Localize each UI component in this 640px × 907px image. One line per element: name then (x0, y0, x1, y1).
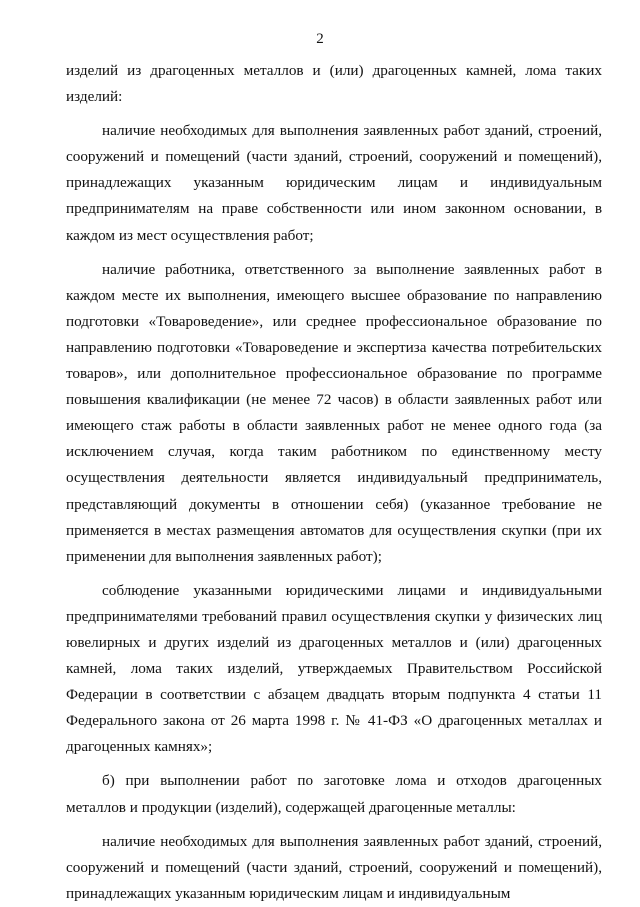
paragraph-premises: наличие необходимых для выполнения заявленных работ зданий, строений, сооружений и помещений (части зданий, строений, сооружений и помещений), принадлежащих указанным юридическим лицам и индивидуальным предпринимателям на праве собственности или ином законном основании, в каждом из мест осуществления работ; (66, 122, 602, 244)
page-number: 2 (316, 31, 324, 47)
document-body (66, 58, 602, 907)
paragraph-item-b: б) при выполнении работ по заготовке лома и отходов драгоценных металлов и продукции (изделий), содержащей драгоценные металлы: (66, 772, 602, 816)
paragraph-continuation: изделий из драгоценных металлов и (или) драгоценных камней, лома таких изделий: (66, 62, 602, 106)
paragraph-purchase-rules: соблюдение указанными юридическими лицами и индивидуальными предпринимателями требований правил осуществления скупки у физических лиц ювелирных и других изделий из драгоценных металлов и (или) драгоценных камней, лома таких изделий, утверждаемых Правительством Российской Федерации в соответствии с абзацем двадцать вторым подпункта 4 статьи 11 Федерального закона от 26 марта 1998 г. № 41-ФЗ «О драгоценных металлах и драгоценных камнях»; (66, 581, 602, 756)
paragraph-responsible-employee: наличие работника, ответственного за выполнение заявленных работ в каждом месте их выполнения, имеющего высшее образование по направлению подготовки «Товароведение», или среднее профессиональное образование по направлению подготовки «Товароведение и экспертиза качества потребительских товаров», или дополнительное профессиональное образование по программе повышения квалификации (не менее 72 часов) в области заявленных работ или имеющего стаж работы в области заявленных работ не менее одного года (за исключением случая, когда таким работником по единственному месту осуществления деятельности является индивидуальный предприниматель, представляющий документы в отношении себя) (указанное требование не применяется в местах размещения автоматов для осуществления скупки (при их применении для выполнения заявленных работ); (66, 260, 602, 565)
paragraph-premises-b: наличие необходимых для выполнения заявленных работ зданий, строений, сооружений и помещений (части зданий, строений, сооружений и помещений), принадлежащих указанным юридическим лицам и индивидуальным (66, 832, 602, 902)
